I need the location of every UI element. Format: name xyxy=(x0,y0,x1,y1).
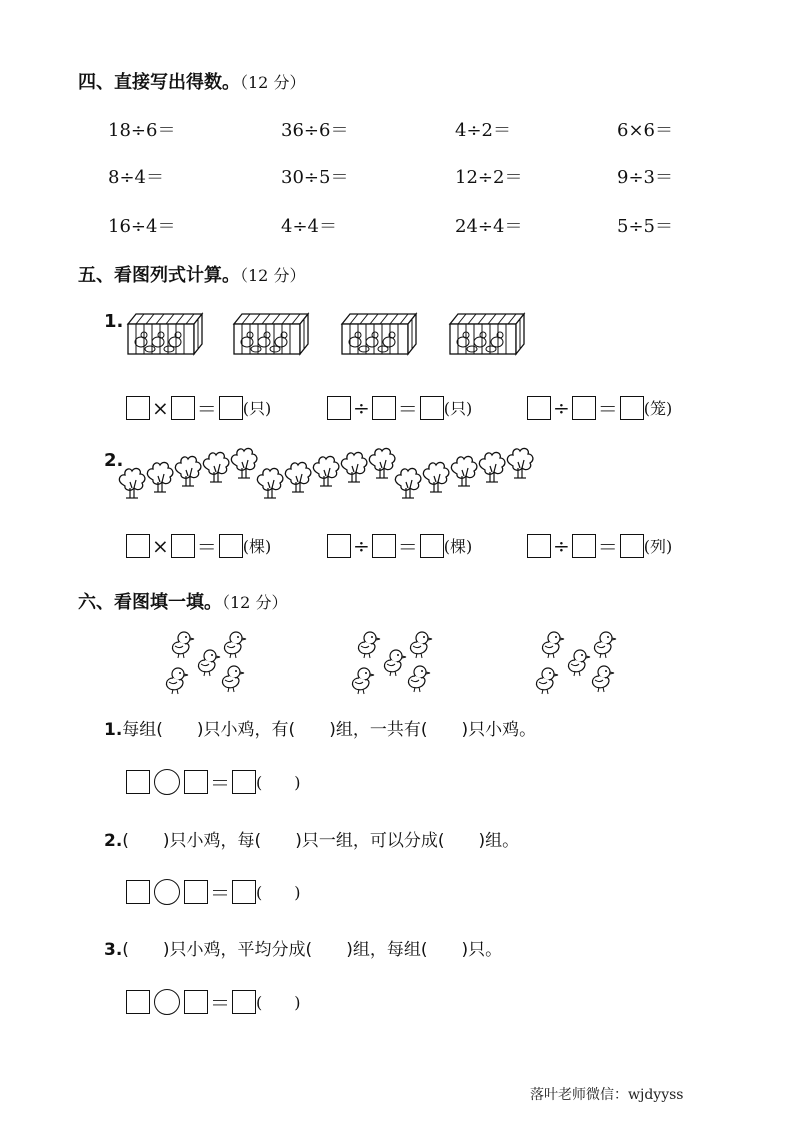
q5-1-label: 1. xyxy=(104,311,124,332)
equals-sign: ＝ xyxy=(397,535,418,559)
equation-group-multiply xyxy=(126,393,271,422)
chick-icon xyxy=(166,668,188,694)
answer-box[interactable] xyxy=(219,396,243,420)
answer-box[interactable] xyxy=(420,396,444,420)
answer-box[interactable] xyxy=(126,770,150,794)
divide-sign: ÷ xyxy=(353,395,370,420)
unit-label: (列) xyxy=(643,537,673,556)
problem-6: 30÷5＝ xyxy=(281,167,349,188)
problem-4: 6×6＝ xyxy=(617,120,673,141)
section-6-score: （12 分） xyxy=(222,593,288,612)
problem-3: 4÷2＝ xyxy=(455,120,511,141)
equation-group xyxy=(126,767,301,796)
answer-box[interactable] xyxy=(327,534,351,558)
q6-1-text: 每组( )只小鸡，有( )组，一共有( )只小鸡。 xyxy=(122,720,537,740)
cage-icon xyxy=(450,314,524,354)
equals-sign: ＝ xyxy=(397,397,418,421)
answer-box[interactable] xyxy=(372,396,396,420)
answer-box[interactable] xyxy=(232,770,256,794)
answer-box[interactable] xyxy=(126,396,150,420)
operator-circle[interactable] xyxy=(154,989,180,1015)
equation-group-divide xyxy=(327,393,472,422)
equation-group-divide xyxy=(527,531,672,560)
answer-box[interactable] xyxy=(527,396,551,420)
chick-icon xyxy=(592,666,614,692)
trees-illustration xyxy=(118,446,528,504)
times-sign: × xyxy=(152,395,169,420)
tree-icon xyxy=(231,448,256,478)
unit-label: (棵) xyxy=(242,537,272,556)
section-5-heading: 五、看图列式计算。 xyxy=(78,265,240,286)
answer-box[interactable] xyxy=(372,534,396,558)
unit-blank[interactable]: ( ) xyxy=(256,883,301,902)
tree-icon xyxy=(203,452,228,482)
chick-icon xyxy=(568,650,590,676)
chick-icon xyxy=(536,668,558,694)
equation-group xyxy=(126,877,301,906)
cage-icon xyxy=(128,314,202,354)
answer-box[interactable] xyxy=(620,534,644,558)
answer-box[interactable] xyxy=(184,770,208,794)
q6-3-equation xyxy=(126,987,301,1019)
answer-box[interactable] xyxy=(572,396,596,420)
unit-label: (只) xyxy=(242,399,272,418)
section-4-heading: 四、直接写出得数。 xyxy=(78,72,240,93)
operator-circle[interactable] xyxy=(154,769,180,795)
cage-icon xyxy=(234,314,308,354)
chick-icon xyxy=(594,632,616,658)
tree-icon xyxy=(257,468,282,498)
tree-icon xyxy=(285,462,310,492)
tree-icon xyxy=(395,468,420,498)
chick-icon xyxy=(384,650,406,676)
cages-illustration xyxy=(124,312,524,358)
chick-icon xyxy=(408,666,430,692)
tree-icon xyxy=(369,448,394,478)
q6-3-text: ( )只小鸡，平均分成( )组，每组( )只。 xyxy=(122,940,503,960)
answer-box[interactable] xyxy=(184,880,208,904)
q6-3 xyxy=(104,935,502,960)
section-4-title xyxy=(78,68,305,94)
problem-10: 4÷4＝ xyxy=(281,216,337,237)
tree-icon xyxy=(423,462,448,492)
problem-1: 18÷6＝ xyxy=(108,120,176,141)
equation-group-multiply xyxy=(126,531,271,560)
section-6-heading: 六、看图填一填。 xyxy=(78,592,222,613)
answer-box[interactable] xyxy=(126,534,150,558)
equation-group-divide xyxy=(327,531,472,560)
problem-12: 5÷5＝ xyxy=(617,216,673,237)
q6-3-label: 3. xyxy=(104,940,123,960)
times-sign: × xyxy=(152,533,169,558)
section-5-score: （12 分） xyxy=(240,266,306,285)
answer-box[interactable] xyxy=(219,534,243,558)
equals-sign: ＝ xyxy=(196,397,217,421)
divide-sign: ÷ xyxy=(553,533,570,558)
section-5-title xyxy=(78,261,305,287)
q6-2-label: 2. xyxy=(104,831,123,851)
equals-sign: ＝ xyxy=(196,535,217,559)
chick-icon xyxy=(352,668,374,694)
divide-sign: ÷ xyxy=(353,533,370,558)
answer-box[interactable] xyxy=(232,990,256,1014)
equals-sign: ＝ xyxy=(210,771,230,795)
divide-sign: ÷ xyxy=(553,395,570,420)
section-6-title xyxy=(78,588,287,614)
problem-5: 8÷4＝ xyxy=(108,167,164,188)
answer-box[interactable] xyxy=(327,396,351,420)
answer-box[interactable] xyxy=(126,990,150,1014)
unit-blank[interactable]: ( ) xyxy=(256,773,301,792)
section-4-score: （12 分） xyxy=(240,73,306,92)
equals-sign: ＝ xyxy=(597,535,618,559)
answer-box[interactable] xyxy=(527,534,551,558)
answer-box[interactable] xyxy=(620,396,644,420)
q6-1-label: 1. xyxy=(104,720,123,740)
problem-9: 16÷4＝ xyxy=(108,216,176,237)
q6-2 xyxy=(104,826,519,851)
tree-icon xyxy=(451,456,476,486)
problem-7: 12÷2＝ xyxy=(455,167,523,188)
chick-icon xyxy=(542,632,564,658)
problem-2: 36÷6＝ xyxy=(281,120,349,141)
answer-box[interactable] xyxy=(126,880,150,904)
tree-icon xyxy=(313,456,338,486)
tree-icon xyxy=(119,468,144,498)
problem-11: 24÷4＝ xyxy=(455,216,523,237)
q6-1-equation xyxy=(126,767,301,799)
watermark-text: 落叶老师微信：wjdyyss xyxy=(530,1087,684,1103)
unit-blank[interactable]: ( ) xyxy=(256,993,301,1012)
equation-group xyxy=(126,987,301,1016)
unit-label: (只) xyxy=(443,399,473,418)
chick-icon xyxy=(222,666,244,692)
chick-icon xyxy=(410,632,432,658)
problem-8: 9÷3＝ xyxy=(617,167,673,188)
tree-icon xyxy=(175,456,200,486)
answer-box[interactable] xyxy=(171,396,195,420)
tree-icon xyxy=(479,452,504,482)
answer-box[interactable] xyxy=(420,534,444,558)
chick-icon xyxy=(358,632,380,658)
answer-box[interactable] xyxy=(171,534,195,558)
cage-icon xyxy=(342,314,416,354)
tree-icon xyxy=(341,452,366,482)
answer-box[interactable] xyxy=(184,990,208,1014)
answer-box[interactable] xyxy=(572,534,596,558)
q6-2-text: ( )只小鸡，每( )只一组，可以分成( )组。 xyxy=(122,831,520,851)
equals-sign: ＝ xyxy=(597,397,618,421)
equation-group-divide xyxy=(527,393,672,422)
tree-icon xyxy=(507,448,532,478)
chick-icon xyxy=(172,632,194,658)
tree-icon xyxy=(147,462,172,492)
answer-box[interactable] xyxy=(232,880,256,904)
equals-sign: ＝ xyxy=(210,991,230,1015)
unit-label: (笼) xyxy=(643,399,673,418)
chicks-illustration xyxy=(160,628,630,698)
unit-label: (棵) xyxy=(443,537,473,556)
chick-icon xyxy=(198,650,220,676)
chick-icon xyxy=(224,632,246,658)
operator-circle[interactable] xyxy=(154,879,180,905)
q6-2-equation xyxy=(126,877,301,909)
q5-2-label: 2. xyxy=(104,450,124,471)
equals-sign: ＝ xyxy=(210,881,230,905)
q6-1 xyxy=(104,715,536,740)
